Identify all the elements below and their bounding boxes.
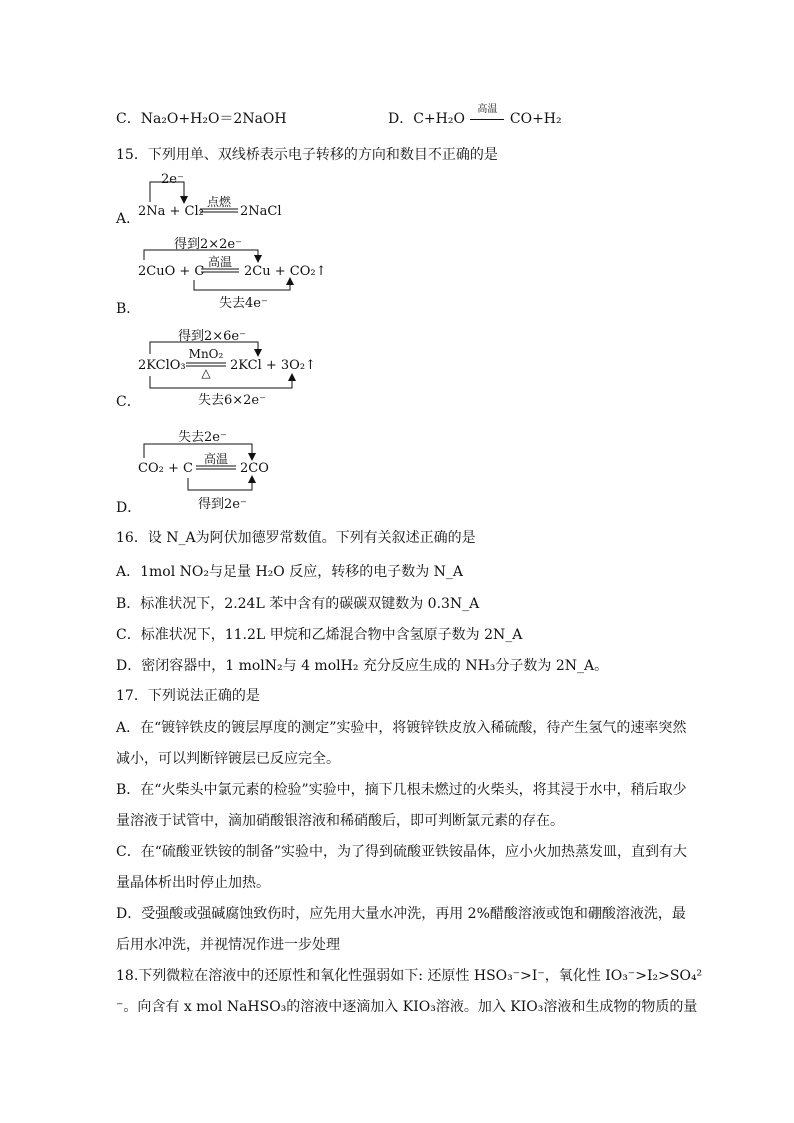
q17-option-a-line1: A．在“镀锌铁皮的镀层厚度的测定”实验中，将镀锌铁皮放入稀硫酸，待产生氢气的速率突然 bbox=[116, 720, 687, 736]
q17-option-c-line1: C．在“硫酸亚铁铵的制备”实验中，为了得到硫酸亚铁铵晶体，应小火加热蒸发皿，直到有大 bbox=[116, 844, 688, 860]
option-d-suffix: CO+H₂ bbox=[509, 111, 562, 127]
q17-stem: 17．下列说法正确的是 bbox=[116, 688, 260, 704]
q15c-left: 2KClO₃ bbox=[138, 358, 186, 373]
q15c-letter: C． bbox=[116, 394, 141, 410]
q15d-bottom-label: 得到2e⁻ bbox=[198, 497, 247, 512]
q15b-right: 2Cu + CO₂↑ bbox=[244, 264, 327, 279]
q17-option-d-line2: 后用水冲洗，并视情况作进一步处理 bbox=[116, 937, 340, 953]
q16-option-c: C．标准状况下，11.2L 甲烷和乙烯混合物中含氢原子数为 2N_A bbox=[116, 627, 523, 643]
option-c-top bbox=[116, 109, 287, 129]
option-d-prefix: D．C+H₂O bbox=[388, 111, 465, 127]
q15c-heat-symbol: △ bbox=[201, 366, 211, 380]
q15-stem: 15．下列用单、双线桥表示电子转移的方向和数目不正确的是 bbox=[116, 147, 498, 163]
double-line-equals bbox=[201, 268, 239, 274]
q16-option-a: A．1mol NO₂与足量 H₂O 反应，转移的电子数为 N_A bbox=[116, 564, 463, 580]
q15c-top-label: 得到2×6e⁻ bbox=[178, 329, 246, 344]
q15c-bottom-label: 失去6×2e⁻ bbox=[198, 393, 266, 408]
condition-label: 高温 bbox=[477, 104, 498, 115]
q15b-letter: B． bbox=[116, 301, 141, 317]
q15d-condition: 高温 bbox=[203, 452, 228, 466]
q16-option-d: D．密闭容器中，1 molN₂与 4 molH₂ 充分反应生成的 NH₃分子数为 2N_A。 bbox=[116, 658, 609, 674]
q17-option-b-line2: 量溶液于试管中，滴加硝酸银溶液和稀硝酸后，即可判断氯元素的存在。 bbox=[116, 813, 564, 829]
q15d-left: CO₂ + C bbox=[138, 461, 193, 476]
q15d-letter: D． bbox=[116, 500, 142, 516]
double-line-equals bbox=[196, 465, 236, 471]
q15b-left: 2CuO + C bbox=[138, 264, 205, 279]
q15a-left: 2Na + Cl₂ bbox=[138, 204, 204, 219]
q15b-condition: 高温 bbox=[207, 255, 232, 269]
option-c-text: C．Na₂O+H₂O＝2NaOH bbox=[116, 111, 287, 127]
q15b-top-label: 得到2×2e⁻ bbox=[174, 237, 242, 252]
q17-option-b-line1: B．在“火柴头中氯元素的检验”实验中，摘下几根未燃过的火柴头，将其浸于水中，稍后取少 bbox=[116, 782, 687, 798]
q15c-catalyst: MnO₂ bbox=[188, 347, 224, 361]
q15d-top-label: 失去2e⁻ bbox=[178, 430, 227, 445]
condition-arrow bbox=[469, 104, 505, 129]
q18-line1: 18.下列微粒在溶液中的还原性和氧化性强弱如下: 还原性 HSO₃⁻>I⁻，氧化性 IO₃⁻>I₂>SO₄² bbox=[116, 968, 703, 984]
q16-option-b: B．标准状况下，2.24L 苯中含有的碳碳双键数为 0.3N_A bbox=[116, 596, 480, 612]
q15a-right: 2NaCl bbox=[240, 204, 282, 219]
q17-option-c-line2: 量晶体析出时停止加热。 bbox=[116, 875, 270, 891]
double-line-equals bbox=[200, 208, 238, 214]
q15a-letter: A． bbox=[116, 211, 141, 227]
q16-stem: 16．设 N_A为阿伏加德罗常数值。下列有关叙述正确的是 bbox=[116, 530, 476, 546]
q15a-condition: 点燃 bbox=[206, 195, 231, 209]
q15b-bottom-label: 失去4e⁻ bbox=[219, 296, 268, 311]
q15d-right: 2CO bbox=[240, 461, 269, 476]
q17-option-d-line1: D．受强酸或强碱腐蚀致伤时，应先用大量水冲洗，再用 2%醋酸溶液或饱和硼酸溶液洗，最 bbox=[116, 906, 686, 922]
q15a-electron-label: 2e⁻ bbox=[161, 172, 184, 187]
q17-option-a-line2: 减小，可以判断锌镀层已反应完全。 bbox=[116, 751, 340, 767]
q15c-right: 2KCl + 3O₂↑ bbox=[230, 358, 316, 373]
option-d-top bbox=[388, 104, 562, 129]
q18-line2: ⁻。向含有 x mol NaHSO₃的溶液中逐滴加入 KIO₃溶液。加入 KIO₃溶液和生成物的物质的量 bbox=[116, 999, 698, 1015]
